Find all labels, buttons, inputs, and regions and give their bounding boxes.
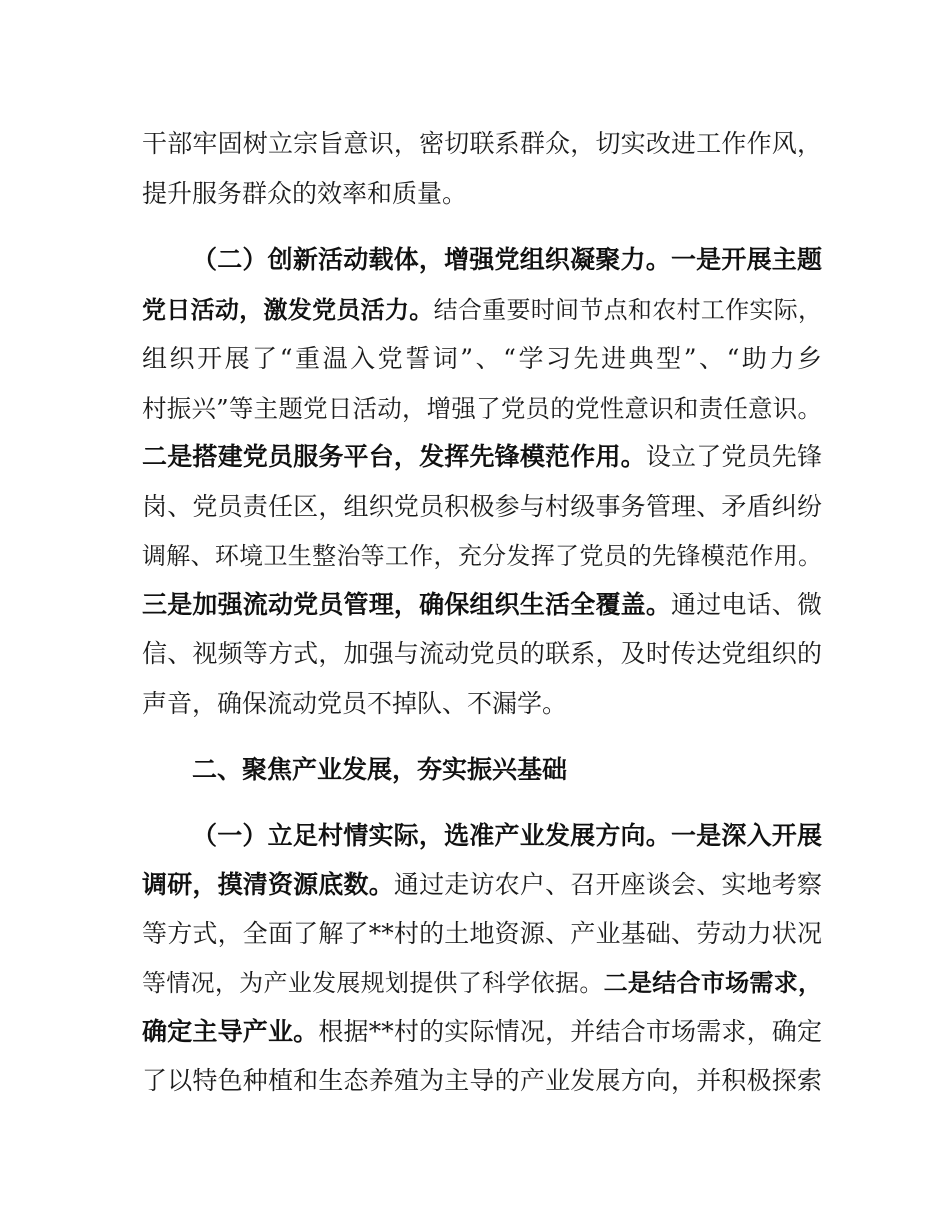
text-run: 了以特色种植和生态养殖为主导的产业发展方向，并积极探索	[142, 1066, 822, 1095]
text-line	[142, 290, 822, 330]
section-heading	[192, 750, 822, 790]
text-line	[142, 339, 822, 379]
text-run: 声音，确保流动党员不掉队、不漏学。	[142, 689, 568, 718]
bold-run: 确定主导产业。	[142, 1017, 319, 1046]
text-run: 等方式，全面了解了**村的土地资源、产业基础、劳动力状况	[142, 919, 822, 948]
text-run: 通过电话、微	[671, 590, 822, 619]
section-heading-line	[192, 240, 822, 280]
text-run: 岗、党员责任区，组织党员积极参与村级事务管理、矛盾纠纷	[142, 492, 822, 521]
text-run: 信、视频等方式，加强与流动党员的联系，及时传达党组织的	[142, 639, 822, 668]
subsection-heading-line	[192, 816, 822, 856]
text-run: 村振兴”等主题党日活动，增强了党员的党性意识和责任意识。	[142, 394, 822, 423]
text-line	[142, 389, 822, 429]
text-line	[142, 437, 822, 477]
bold-run: 三是加强流动党员管理，确保组织生活全覆盖。	[142, 590, 672, 619]
text-run: 通过走访农户、召开座谈会、实地考察	[393, 870, 822, 899]
text-line	[142, 865, 822, 905]
bold-run: 二是结合市场需求，	[603, 969, 823, 997]
text-line	[142, 1012, 822, 1052]
text-run: 根据**村的实际情况，并结合市场需求，确定	[318, 1017, 822, 1046]
text-line	[142, 914, 822, 954]
bold-run: 二是搭建党员服务平台，发挥先锋模范作用。	[142, 442, 646, 471]
bold-run: 二、聚焦产业发展，夯实振兴基础	[192, 755, 568, 784]
text-line	[142, 963, 822, 1003]
text-line	[142, 536, 822, 576]
text-line	[142, 585, 822, 625]
text-run: 等情况，为产业发展规划提供了科学依据。	[142, 969, 604, 997]
text-run: 调解、环境卫生整治等工作，充分发挥了党员的先锋模范作用。	[142, 542, 822, 570]
text-run: 干部牢固树立宗旨意识，密切联系群众，切实改进工作作风，	[142, 129, 822, 158]
text-run: 结合重要时间节点和农村工作实际，	[433, 296, 823, 324]
text-line	[142, 174, 822, 214]
text-run: 组织开展了“重温入党誓词”、“学习先进典型”、“助力乡	[142, 344, 822, 373]
text-line	[142, 634, 822, 674]
bold-run: 调研，摸清资源底数。	[142, 870, 394, 899]
bold-run: 党日活动，激发党员活力。	[142, 296, 434, 324]
text-line	[142, 487, 822, 527]
text-run: 设立了党员先锋	[645, 442, 822, 471]
text-line	[142, 1061, 822, 1101]
text-line	[142, 124, 822, 164]
bold-run: （二）创新活动载体，增强党组织凝聚力。一是开展主题	[192, 245, 822, 274]
bold-run: （一）立足村情实际，选准产业发展方向。一是深入开展	[192, 821, 822, 850]
text-line	[142, 684, 822, 724]
text-run: 提升服务群众的效率和质量。	[142, 179, 468, 208]
